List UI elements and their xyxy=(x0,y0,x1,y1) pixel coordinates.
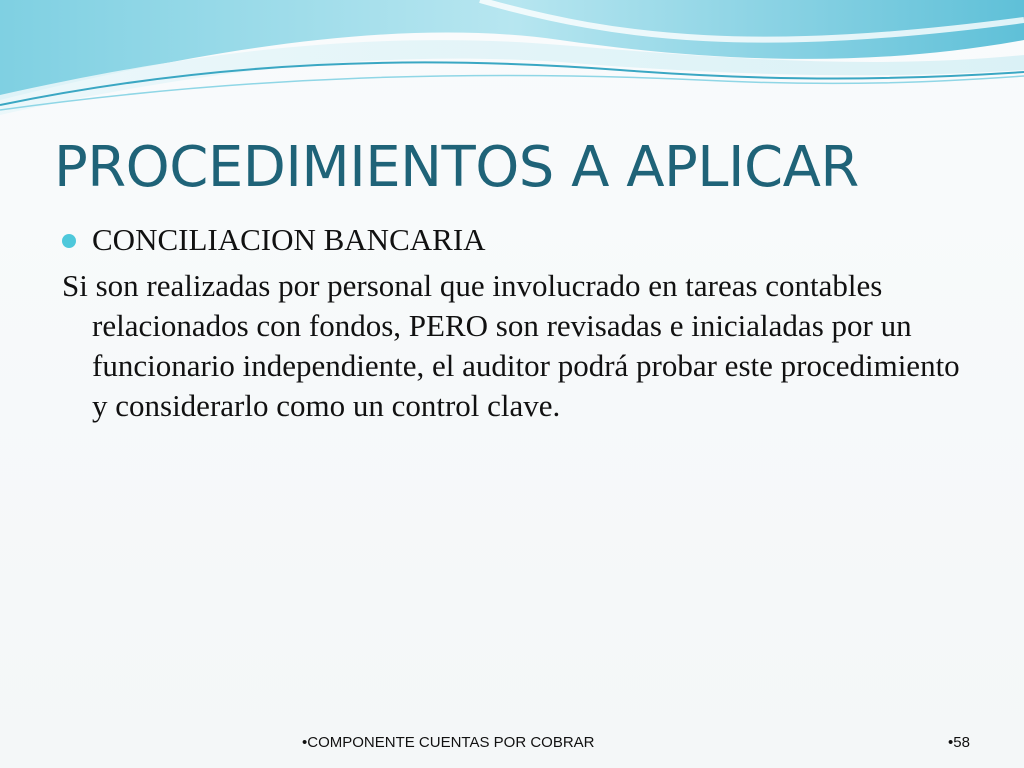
bullet-item xyxy=(62,220,962,260)
footer-page-number: •58 xyxy=(948,734,970,751)
slide-content xyxy=(62,220,962,426)
header-wave-decoration xyxy=(0,0,1024,130)
footer-component-label: •COMPONENTE CUENTAS POR COBRAR xyxy=(302,734,595,751)
body-paragraph: Si son realizadas por personal que involucrado en tareas contables relacionados con fondos, PERO son revisadas e inicialadas por un funcionario independiente, el auditor podrá probar este procedimiento y considerarlo como un control clave. xyxy=(62,268,960,423)
bullet-text: CONCILIACION BANCARIA xyxy=(92,222,486,257)
slide-title: PROCEDIMIENTOS A APLICAR xyxy=(54,135,859,200)
bullet-dot-icon xyxy=(62,234,76,248)
